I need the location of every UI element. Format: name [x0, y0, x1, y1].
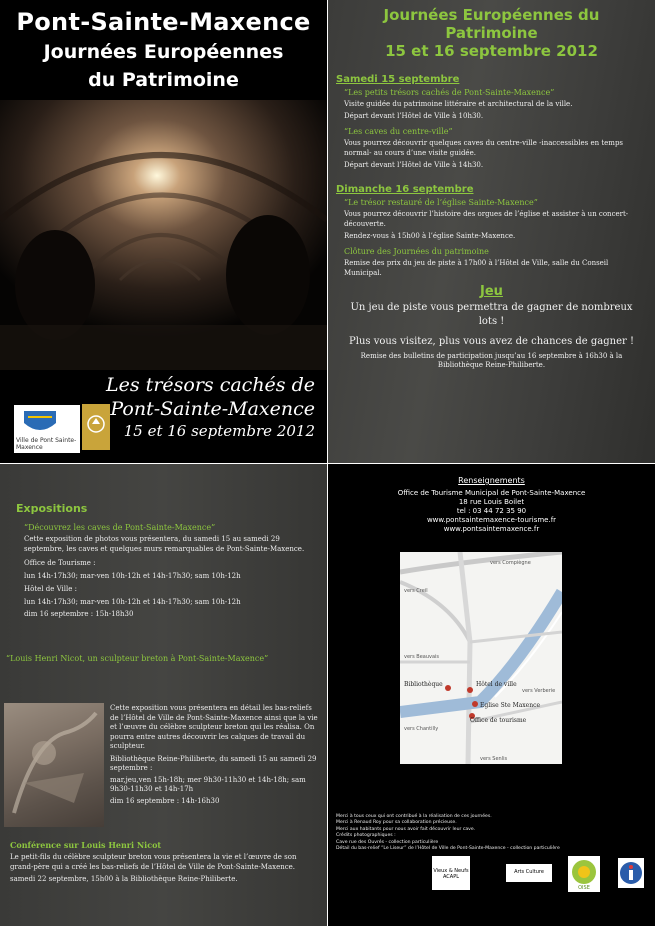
town-hall-sunday: dim 16 septembre : 15h-18h30 [24, 610, 134, 618]
cover-panel [0, 0, 327, 463]
credit-line: Crédits photographiques : [336, 833, 396, 839]
credit-line: Merci aux habitants pour nous avoir fait découvrir leur cave. [336, 826, 476, 832]
city-logo-label: Ville de Pont Sainte-Maxence [16, 437, 77, 451]
conference-body [10, 852, 320, 884]
office-name: Office de Tourisme Municipal de Pont-Sainte-Maxence [397, 489, 586, 497]
info-panel [328, 464, 655, 926]
office-label: Office de Tourisme : [24, 559, 96, 567]
city-logo [14, 405, 80, 453]
map-label-library: Bibliothèque [404, 681, 443, 688]
nicot-exhibition-body [110, 704, 322, 806]
credit-line: Détail du bas-relief “Le Liseur” de l’Hôtel de Ville de Pont-Sainte-Maxence - collection particulière [336, 846, 560, 852]
map-label-church: Eglise Ste Maxence [480, 702, 541, 709]
cave-photo [0, 100, 327, 370]
bas-relief-figure [4, 703, 104, 827]
info-sign-icon [618, 858, 644, 888]
conference-text: Le petit-fils du célèbre sculpteur breton vous présentera la vie et l’œuvre de son grand-père qui a créé les bas-reliefs de l’Hôtel de Ville de Pont-Sainte-Maxence. [10, 853, 297, 871]
sunday-item-1-text: Vous pourrez découvrir l’histoire des orgues de l’église et assister à un concert-découverte. [344, 210, 629, 228]
sponsor-logo-oise [568, 856, 600, 892]
office-address: 18 rue Louis Boilet [458, 498, 525, 506]
nicot-exhibition-text: Cette exposition vous présentera en détail les bas-reliefs de l’Hôtel de Ville de Pont-Sainte-Maxence ainsi que la vie et l’œuvre du célèbre sculpteur breton qui les réalisa. On pourra entre autres découvrir les calques de travail du sculpteur. [110, 704, 318, 750]
credit-line: Cave rue des Ouvrés - collection particulière [336, 839, 439, 845]
saturday-item-2-text: Vous pourrez découvrir quelques caves du centre-ville -inaccessibles en temps normal- au cours d’une visite guidée. [344, 139, 624, 157]
website-tourism[interactable]: www.pontsaintemaxence-tourisme.fr [426, 516, 557, 524]
nicot-exhibition-hours: mar,jeu,ven 15h-18h; mer 9h30-11h30 et 14h-18h; sam 9h30-11h30 et 14h-17h [110, 775, 306, 793]
town-map-svg [400, 552, 562, 764]
sunday-item-2-text: Remise des prix du jeu de piste à 17h00 à l’Hôtel de Ville, salle du Conseil Municipal. [344, 259, 609, 277]
program-heading-dates: 15 et 16 septembre 2012 [385, 42, 598, 60]
heritage-logo [82, 404, 110, 450]
program-heading [328, 6, 655, 60]
map-label-senlis: vers Senlis [480, 756, 508, 762]
office-hours: lun 14h-17h30; mar-ven 10h-12h et 14h-17h30; sam 10h-12h [24, 571, 241, 580]
nicot-exhibition-title: “Louis Henri Nicot, un sculpteur breton à Pont-Sainte-Maxence” [6, 653, 269, 663]
game-submission-note: Remise des bulletins de participation jusqu’au 16 septembre à 16h30 à la Bibliothèque Reine-Philiberte. [360, 352, 623, 369]
town-hall-marker [467, 687, 473, 693]
map-label-chantilly: vers Chantilly [404, 726, 439, 732]
sponsor-2-label: Arts Culture [514, 869, 544, 875]
exhibition-1-title: “Découvrez les caves de Pont-Sainte-Maxence” [24, 523, 216, 532]
exhibitions-heading: Expositions [16, 502, 88, 515]
sunday-item-2-title: Clôture des Journées du patrimoine [344, 247, 489, 256]
cover-tagline-1: Les trésors cachés de [106, 374, 315, 396]
map-label-beauvais: vers Beauvais [404, 654, 440, 660]
cover-subtitle-1: Journées Européennes [43, 41, 284, 63]
program-heading-2: Patrimoine [445, 24, 538, 42]
credits [336, 814, 646, 852]
map-label-verberie: vers Verberie [522, 688, 556, 694]
conference-date: samedi 22 septembre, 15h00 à la Bibliothèque Reine-Philiberte. [10, 875, 238, 883]
website-city[interactable]: www.pontsaintemaxence.fr [443, 525, 540, 533]
program-heading-1: Journées Européennes du [383, 6, 600, 24]
conference-title: Conférence sur Louis Henri Nicot [10, 840, 162, 850]
saturday-item-2-title: “Les caves du centre-ville” [344, 127, 453, 136]
sponsor-1-label: Vieux & Neufs ACAPL [433, 868, 469, 880]
nicot-exhibition-place: Bibliothèque Reine-Philiberte, du samedi 15 au samedi 29 septembre : [110, 754, 317, 772]
game-text-2: Plus vous visitez, plus vous avez de chances de gagner ! [349, 336, 634, 347]
sponsor-logo-acapl [432, 856, 470, 890]
saturday-item-1-text: Visite guidée du patrimoine littéraire et architectural de la ville. [344, 100, 573, 108]
saturday-item-1-title: “Les petits trésors cachés de Pont-Sainte-Maxence” [344, 88, 555, 97]
library-marker [445, 685, 451, 691]
game-text-1: Un jeu de piste vous permettra de gagner de nombreux lots ! [350, 302, 633, 327]
cover-dates: 15 et 16 septembre 2012 [123, 422, 315, 440]
cover-title: Pont-Sainte-Maxence [16, 8, 311, 36]
credit-line: Merci à tous ceux qui ont contribué à la réalisation de ces journées. [336, 814, 492, 819]
sunday-item-1-meeting: Rendez-vous à 15h00 à l’église Sainte-Maxence. [344, 232, 516, 240]
sunday-heading: Dimanche 16 septembre [336, 184, 474, 195]
cover-subtitle-2: du Patrimoine [88, 69, 239, 91]
nicot-exhibition-sunday: dim 16 septembre : 14h-16h30 [110, 796, 220, 805]
exhibitions-panel [0, 464, 327, 926]
sponsor-logo-info [618, 858, 644, 888]
map-label-creil: vers Creil [404, 588, 428, 594]
city-crest-icon [20, 407, 60, 437]
map-label-tourism-office: Office de tourisme [470, 717, 527, 724]
program-panel [328, 0, 655, 463]
town-hall-hours: lun 14h-17h30; mar-ven 10h-12h et 14h-17h30; sam 10h-12h [24, 597, 241, 606]
fold-line-horizontal [0, 463, 655, 464]
saturday-item-1-meeting: Départ devant l’Hôtel de Ville à 10h30. [344, 112, 484, 120]
saturday-item-2-meeting: Départ devant l’Hôtel de Ville à 14h30. [344, 161, 484, 169]
heritage-emblem-icon [82, 404, 110, 450]
sponsor-logo-arts [506, 864, 552, 882]
sponsor-3-label: OISE [578, 885, 590, 891]
church-marker [472, 701, 478, 707]
exhibition-1-text: Cette exposition de photos vous présentera, du samedi 15 au samedi 29 septembre, les caves et quelques murs remarquables de Pont-Sainte-Maxence. [24, 535, 305, 553]
map-label-town-hall: Hôtel de ville [476, 681, 517, 688]
bas-relief-photo [4, 703, 104, 827]
saturday-heading: Samedi 15 septembre [336, 74, 460, 85]
office-phone: tel : 03 44 72 35 90 [456, 507, 527, 515]
map-label-compiegne: vers Compiègne [490, 560, 531, 566]
town-map [400, 552, 562, 764]
info-heading: Renseignements [458, 476, 525, 485]
credit-line: Merci à Renaud Roy pour sa collaboration précieuse. [336, 820, 457, 826]
sunday-item-1-title: “Le trésor restauré de l’église Sainte-Maxence” [344, 198, 538, 207]
game-heading: Jeu [480, 284, 503, 299]
cover-title-block [0, 8, 327, 92]
town-hall-label: Hôtel de Ville : [24, 585, 77, 593]
cover-tagline-2: Pont-Sainte-Maxence [110, 398, 315, 420]
